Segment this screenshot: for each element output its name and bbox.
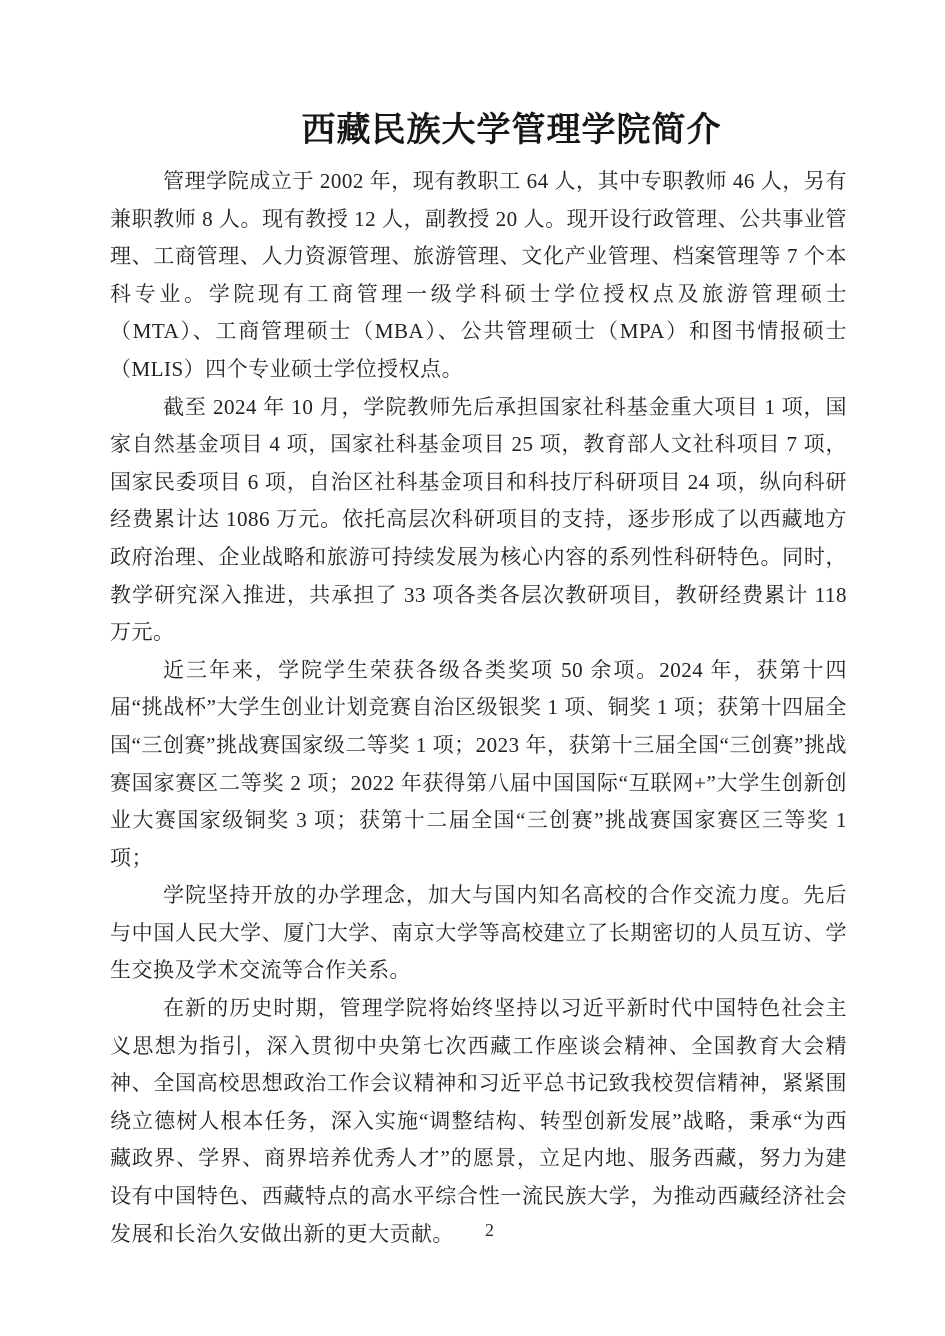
paragraph-research: 截至 2024 年 10 月，学院教师先后承担国家社科基金重大项目 1 项，国家自然基金项目 4 项，国家社科基金项目 25 项，教育部人文社科项目 7 项，国家民委项目 6 项，自治区社科基金项目和科技厅科研项目 24 项，纵向科研经费累计达 1086 万元。依托高层次科研项目的支持，逐步形成了以西藏地方政府治理、企业战略和旅游可持续发展为核心内容的系列性科研特色。同时，教学研究深入推进，共承担了 33 项各类各层次教研项目，教研经费累计 118 万元。 bbox=[110, 394, 847, 645]
paragraph-student-awards: 近三年来，学院学生荣获各级各类奖项 50 余项。2024 年，获第十四届“挑战杯”大学生创业计划竞赛自治区级银奖 1 项、铜奖 1 项；获第十四届全国“三创赛”挑战赛国家级二等奖 1 项；2023 年，获第十三届全国“三创赛”挑战赛国家赛区二等奖 2 项；2022 年获得第八届中国国际“互联网+”大学生创新创业大赛国家级铜奖 3 项；获第十二届全国“三创赛”挑战赛国家赛区三等奖 1 项； bbox=[110, 657, 847, 870]
paragraph-cooperation: 学院坚持开放的办学理念，加大与国内知名高校的合作交流力度。先后与中国人民大学、厦门大学、南京大学等高校建立了长期密切的人员互访、学生交换及学术交流等合作关系。 bbox=[110, 883, 847, 983]
document-title: 西藏民族大学管理学院简介 bbox=[301, 112, 722, 149]
paragraph-vision: 在新的历史时期，管理学院将始终坚持以习近平新时代中国特色社会主义思想为指引，深入贯彻中央第七次西藏工作座谈会精神、全国教育大会精神、全国高校思想政治工作会议精神和习近平总书记致我校贺信精神，紧紧围绕立德树人根本任务，深入实施“调整结构、转型创新发展”战略，秉承“为西藏政界、学界、商界培养优秀人才”的愿景，立足内地、服务西藏，努力为建设有中国特色、西藏特点的高水平综合性一流民族大学，为推动西藏经济社会发展和长治久安做出新的更大贡献。 bbox=[110, 996, 847, 1246]
document-body bbox=[110, 163, 847, 1253]
paragraph-overview: 管理学院成立于 2002 年，现有教职工 64 人，其中专职教师 46 人，另有兼职教师 8 人。现有教授 12 人，副教授 20 人。现开设行政管理、公共事业管理、工商管理、人力资源管理、旅游管理、文化产业管理、档案管理等 7 个本科专业。学院现有工商管理一级学科硕士学位授权点及旅游管理硕士（MTA）、工商管理硕士（MBA）、公共管理硕士（MPA）和图书情报硕士（MLIS）四个专业硕士学位授权点。 bbox=[110, 169, 847, 381]
page-number: 2 bbox=[485, 1220, 494, 1240]
